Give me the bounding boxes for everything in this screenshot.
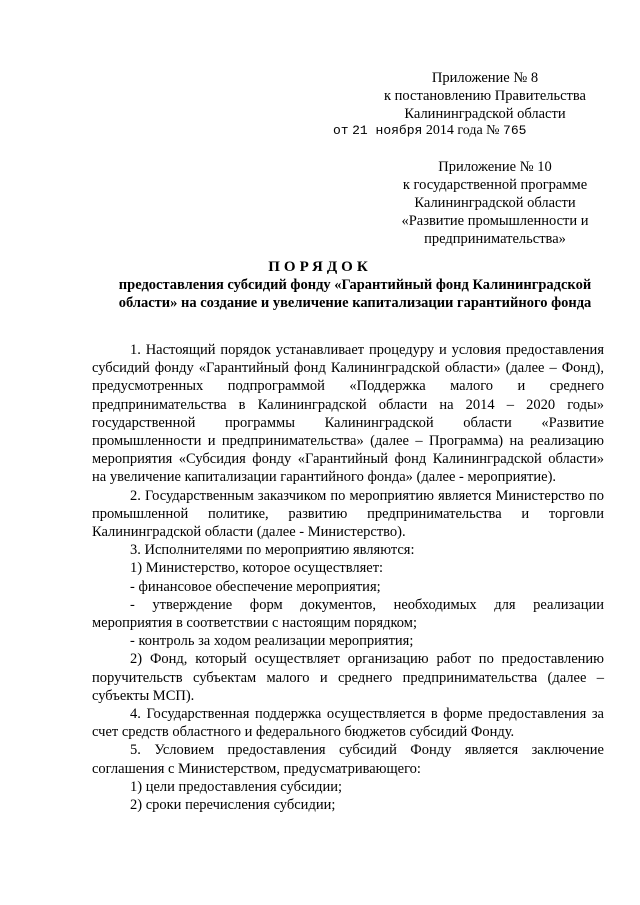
- paragraph-5-item-1: 1) цели предоставления субсидии;: [130, 778, 343, 795]
- paragraph-1: 1. Настоящий порядок устанавливает процедуру и условия предоставления субсидий фонду «Гарантийный фонд Калининградской области» (далее – Фонд), предусмотренных подпрограммой «Поддержка малого и среднего предпринимательства в Калининградской области на 2014 – 2020 годы» государственной программы Калининградской области «Развитие промышленности и предпринимательства» (далее – Программа) на реализацию мероприятия «Субсидия фонду «Гарантийный фонд Калининградской области» на увеличение капитализации гарантийного фонда» (далее - мероприятие).: [92, 342, 604, 486]
- paragraph-4: 4. Государственная поддержка осуществляется в форме предоставления за счет средств областного и федерального бюджетов субсидий Фонду.: [92, 706, 604, 741]
- appendix-8-line3: Калининградской области: [404, 106, 566, 122]
- appendix-10-line2: к государственной программе: [402, 177, 588, 193]
- paragraph-2: 2. Государственным заказчиком по мероприятию является Министерство по промышленной политике, развитию предпринимательства и торговли Калининградской области (далее - Министерство).: [92, 487, 604, 541]
- paragraph-3-subitem-c: - контроль за ходом реализации мероприятия;: [130, 633, 414, 650]
- paragraph-3-item-2: 2) Фонд, который осуществляет организацию работ по предоставлению поручительств субъектам малого и среднего предпринимательства (далее – субъекты МСП).: [92, 651, 604, 704]
- appendix-8-line2: к постановлению Правительства: [384, 88, 586, 104]
- appendix-10-line5: предпринимательства»: [424, 231, 566, 247]
- document-title: ПОРЯДОК: [268, 259, 372, 275]
- paragraph-5: 5. Условием предоставления субсидий Фонду является заключение соглашения с Министерством, предусматривающего:: [92, 742, 604, 777]
- paragraph-3: 3. Исполнителями по мероприятию являются:: [130, 542, 415, 559]
- paragraph-3-subitem-b: - утверждение форм документов, необходимых для реализации мероприятия в соответствии с настоящим порядком;: [92, 596, 604, 632]
- appendix-10-line1: Приложение № 10: [438, 159, 552, 175]
- resolution-number: 765: [503, 123, 527, 138]
- paragraph-5-item-2: 2) сроки перечисления субсидии;: [130, 797, 336, 814]
- document-subtitle: предоставления субсидий фонду «Гарантийный фонд Калининградской области» на создание и увеличение капитализации гарантийного фонда: [118, 277, 592, 311]
- appendix-10-line4: «Развитие промышленности и: [401, 213, 589, 229]
- date-year: 2014 года №: [425, 123, 500, 138]
- paragraph-3-subitem-a: - финансовое обеспечение мероприятия;: [130, 578, 381, 595]
- appendix-10-line3: Калининградской области: [414, 195, 576, 211]
- appendix-10-header: [380, 158, 610, 248]
- document-body: [92, 341, 604, 814]
- appendix-8-line1: Приложение № 8: [431, 70, 539, 86]
- date-day-month: 21 ноября: [352, 123, 423, 138]
- date-prefix: от: [333, 123, 349, 138]
- appendix-8-header: [360, 69, 610, 123]
- paragraph-3-item-1: 1) Министерство, которое осуществляет:: [130, 560, 384, 577]
- resolution-date: [333, 123, 526, 139]
